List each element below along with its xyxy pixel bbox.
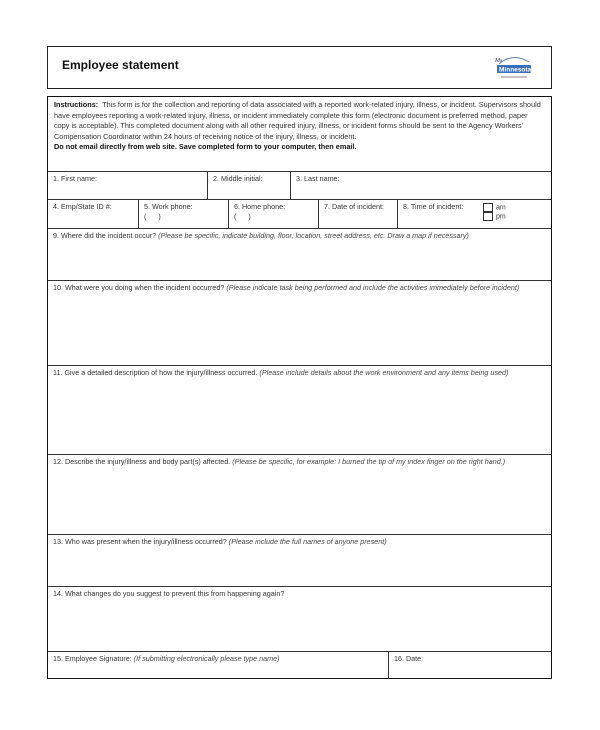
time-of-incident-field[interactable] — [397, 199, 551, 228]
instructions-text: This form is for the collection and reporting of data associated with a reported work-related injury, illness, or incident. Supervisors should have employees reporting a work-related injury, illness, or incident immediately complete this form (electronic document is preferred method, paper copy is acceptable). This completed document along with all other required injury, illness, or incident forms should be sent to the Agency Workers' Compensation Coordinator within 24 hours of receiving notice of the injury, illness, or incident. — [54, 100, 541, 141]
witnesses-field[interactable] — [48, 534, 551, 586]
instructions-label: Instructions: — [54, 100, 99, 109]
emp-id-label: 4. Emp/State ID #: — [53, 202, 112, 211]
home-phone-label: 6. Home phone: — [234, 202, 286, 211]
instructions — [48, 97, 550, 171]
home-phone-field[interactable] — [228, 199, 318, 228]
date-of-incident-field[interactable] — [318, 199, 397, 228]
q9-hint: (Please be specific, indicate building, floor, location, street address, etc. Draw a map if necessary) — [158, 231, 469, 240]
q11-hint: (Please include details about the work environment and any items being used) — [259, 368, 509, 377]
injury-field[interactable] — [48, 454, 551, 534]
last-name-label: 3. Last name: — [296, 174, 340, 183]
q10-label: 10. What were you doing when the incident occurred? — [53, 283, 225, 292]
emp-id-field[interactable] — [48, 199, 138, 228]
work-phone-parens: ( ) — [144, 211, 161, 221]
svg-text:Ms: Ms — [495, 58, 503, 64]
first-name-label: 1. First name: — [53, 174, 97, 183]
pm-label: pm — [496, 213, 506, 221]
middle-initial-field[interactable] — [207, 171, 290, 199]
description-field[interactable] — [48, 365, 551, 454]
q13-label: 13. Who was present when the injury/illness occurred? — [53, 537, 227, 546]
page-title: Employee statement — [62, 58, 179, 72]
work-phone-label: 5. Work phone: — [144, 202, 193, 211]
incident-location-field[interactable] — [48, 228, 551, 280]
q10-hint: (Please indicate task being performed and include the activities immediately before incident) — [226, 283, 520, 292]
date-field[interactable] — [388, 651, 551, 678]
form-header — [47, 46, 552, 89]
q12-hint: (Please be specific, for example: I burned the tip of my index finger on the right hand.) — [232, 457, 506, 466]
pm-checkbox[interactable] — [483, 212, 493, 221]
middle-initial-label: 2. Middle initial: — [213, 174, 263, 183]
q13-hint: (Please include the full names of anyone present) — [228, 537, 387, 546]
email-warning: Do not email directly from web site. Save completed form to your computer, then email. — [54, 142, 357, 152]
first-name-field[interactable] — [48, 171, 207, 199]
employee-statement-form — [47, 96, 552, 679]
home-phone-parens: ( ) — [234, 211, 251, 221]
minnesota-logo — [491, 52, 535, 82]
date-of-incident-label: 7. Date of incident: — [324, 202, 384, 211]
q15-label: 15. Employee Signature: — [53, 654, 132, 663]
q14-label: 14. What changes do you suggest to prevent this from happening again? — [53, 589, 285, 598]
pm-option[interactable] — [483, 212, 506, 221]
q11-label: 11. Give a detailed description of how the injury/illness occurred. — [53, 368, 258, 377]
activity-field[interactable] — [48, 280, 551, 365]
svg-text:Minnesota: Minnesota — [499, 66, 532, 74]
suggestions-field[interactable] — [48, 586, 551, 651]
am-option[interactable] — [483, 203, 506, 212]
q9-label: 9. Where did the incident occur? — [53, 231, 157, 240]
am-checkbox[interactable] — [483, 203, 493, 212]
time-of-incident-label: 8. Time of incident: — [403, 202, 464, 211]
last-name-field[interactable] — [290, 171, 551, 199]
q15-hint: (If submitting electronically please type name) — [133, 654, 280, 663]
q12-label: 12. Describe the injury/illness and body part(s) affected. — [53, 457, 231, 466]
signature-field[interactable] — [48, 651, 388, 678]
q16-label: 16. Date: — [394, 654, 424, 663]
work-phone-field[interactable] — [138, 199, 228, 228]
am-label: am — [496, 204, 506, 212]
